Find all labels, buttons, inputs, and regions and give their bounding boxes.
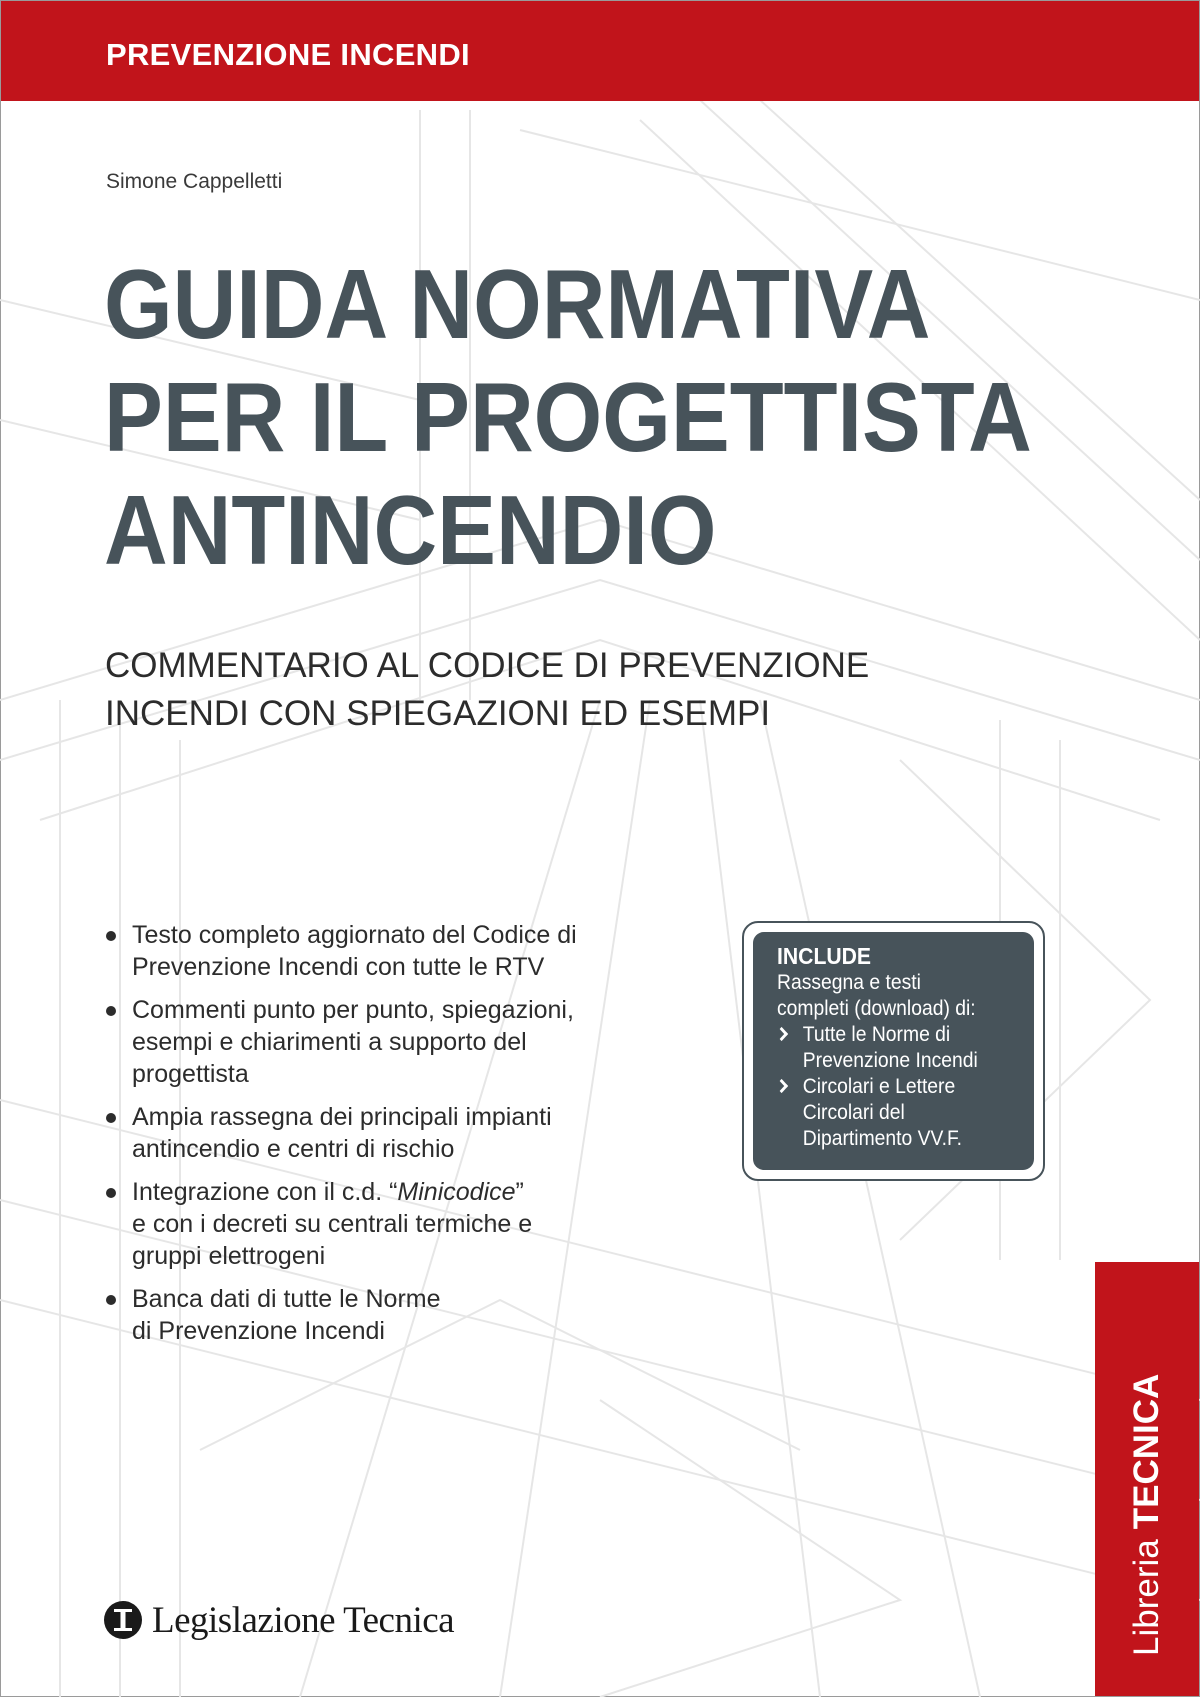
title-line: PER IL PROGETTISTA — [104, 362, 1032, 472]
publisher-name: Legislazione Tecnica — [152, 1599, 455, 1641]
include-item-line: Circolari e Lettere — [802, 1075, 956, 1098]
include-item — [777, 1074, 1070, 1152]
include-box — [742, 921, 1045, 1181]
feature-line: Banca dati di tutte le Norme — [132, 1285, 441, 1313]
bullet-icon — [106, 1295, 116, 1305]
include-item-line: Dipartimento VV.F. — [802, 1127, 963, 1150]
bullet-icon — [106, 1188, 116, 1198]
collection-label-bold: TECNICA — [1127, 1373, 1166, 1530]
chevron-right-icon — [775, 1079, 788, 1093]
feature-line: e con i decreti su centrali termiche e — [132, 1210, 533, 1238]
publisher-mark — [104, 1598, 454, 1642]
author-name: Simone Cappelletti — [106, 170, 283, 193]
series-band — [1, 1, 1199, 101]
book-subtitle — [105, 642, 1005, 738]
bullet-icon — [106, 1006, 116, 1016]
include-item-line: Prevenzione Incendi — [802, 1049, 978, 1072]
feature-text-italic: Minicodice — [397, 1178, 516, 1206]
bullet-icon — [106, 931, 116, 941]
feature-text: Integrazione con il c.d. “ — [132, 1178, 398, 1206]
feature-line — [132, 1176, 666, 1208]
subtitle-line: INCENDI CON SPIEGAZIONI ED ESEMPI — [105, 694, 771, 733]
feature-line: Commenti punto per punto, spiegazioni, — [132, 996, 574, 1024]
feature-item — [106, 1101, 666, 1165]
feature-item — [106, 994, 666, 1090]
feature-line: esempi e chiarimenti a supporto del — [132, 1028, 527, 1056]
collection-band — [1095, 1262, 1199, 1696]
bullet-icon — [106, 1113, 116, 1123]
feature-line: gruppi elettrogeni — [132, 1242, 326, 1270]
feature-text: ” — [515, 1178, 524, 1206]
include-item-line: Circolari del — [802, 1101, 905, 1124]
chevron-right-icon — [775, 1027, 788, 1041]
collection-label-light: Libreria — [1127, 1539, 1166, 1656]
include-panel — [753, 932, 1034, 1170]
collection-label — [1095, 1262, 1199, 1696]
feature-line: antincendio e centri di rischio — [132, 1135, 455, 1163]
subtitle-line: COMMENTARIO AL CODICE DI PREVENZIONE — [105, 646, 870, 685]
title-line: ANTINCENDIO — [104, 475, 717, 585]
feature-item — [106, 919, 666, 983]
include-list — [777, 1022, 1020, 1152]
feature-list — [106, 919, 666, 1358]
title-line: GUIDA NORMATIVA — [104, 249, 931, 359]
feature-line: Prevenzione Incendi con tutte le RTV — [132, 953, 545, 981]
feature-line: di Prevenzione Incendi — [132, 1317, 385, 1345]
include-item-line: Tutte le Norme di — [802, 1023, 951, 1046]
book-title — [104, 248, 1032, 587]
include-intro-line: Rassegna e testi — [777, 971, 921, 994]
feature-item — [106, 1176, 666, 1272]
publisher-logo-icon — [104, 1601, 142, 1639]
feature-line: Ampia rassegna dei principali impianti — [132, 1103, 552, 1131]
include-heading: INCLUDE — [777, 943, 872, 969]
feature-item — [106, 1283, 666, 1347]
include-item — [777, 1022, 1070, 1074]
include-intro-line: completi (download) di: — [777, 997, 976, 1020]
feature-line: Testo completo aggiornato del Codice di — [132, 921, 577, 949]
series-label: PREVENZIONE INCENDI — [106, 37, 470, 72]
feature-line: progettista — [132, 1060, 249, 1088]
